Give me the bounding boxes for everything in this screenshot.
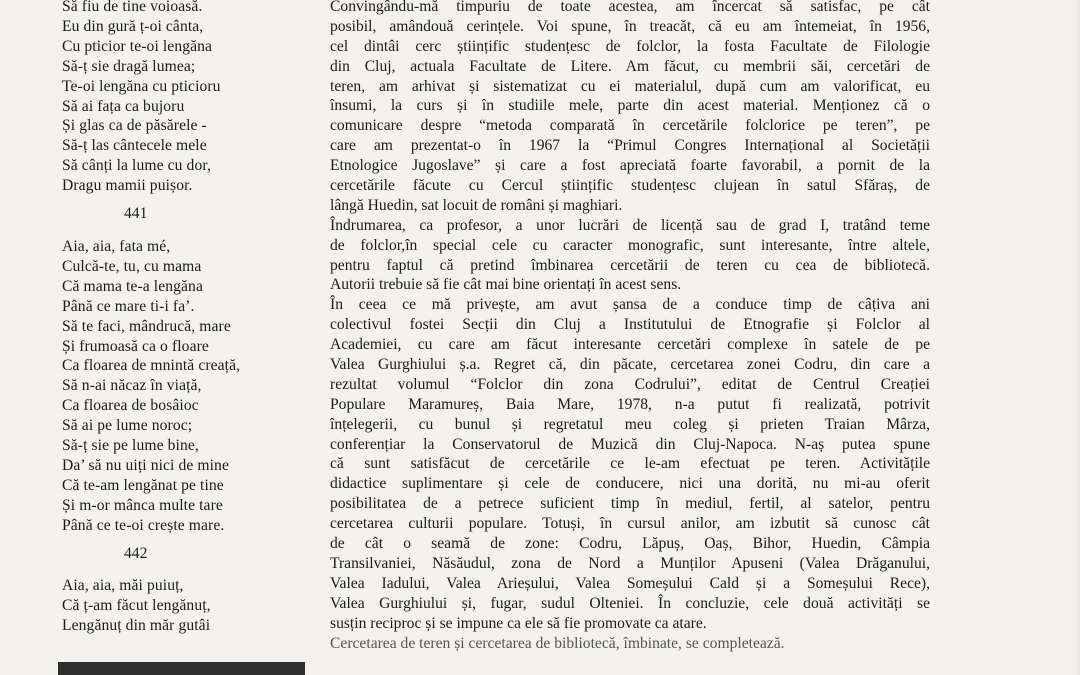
- verse-line: Să te faci, mândrucă, mare: [62, 317, 231, 335]
- prose-column: [330, 0, 930, 653]
- prose-line: Transilvaniei, Năsăudul, zona de Nord a Munților Apuseni (Valea Drăganului,: [330, 554, 930, 572]
- verse-line: Aia, aia, măi puiuț,: [62, 577, 184, 595]
- verse-line: Și m-or mânca multe tare: [62, 496, 223, 514]
- prose-line: didactice suplimentare și cele de conducere, nici una dorită, nu mi-au oferit: [330, 475, 930, 493]
- verse-line: Că ț-am făcut lengănuț,: [62, 597, 211, 615]
- photo-fragment: [58, 662, 305, 675]
- prose-line: Populare Maramureș, Baia Mare, 1978, n-a putut fi realizată, potrivit: [330, 395, 930, 413]
- verse-line: Să fiu de tine voioasă.: [62, 0, 203, 15]
- prose-line: Valea Gurghiului și, fugar, sudul Olteniei. În concluzie, cele două activități se: [330, 594, 930, 612]
- verse-line: Culcă-te, tu, cu mama: [62, 257, 202, 275]
- prose-line: din Cluj, actuala Facultate de Litere. Am făcut, cu membrii săi, cercetări de: [330, 57, 930, 75]
- prose-line: susțin reciproc și se impune ca ele să fie promovate ca atare.: [330, 614, 707, 632]
- verse-line: Că mama te-a lengăna: [62, 277, 203, 295]
- verse-line: Să-ț sie dragă lumea;: [62, 57, 196, 75]
- prose-line: însumi, la curs și în studiile mele, parte din acest material. Menționez că o: [330, 97, 930, 115]
- prose-line: posibilitatea de a petrece suficient timp în mediul, fertil, al satelor, pentru: [330, 495, 930, 513]
- verse-line: Cu pticior te-oi lengăna: [62, 37, 213, 55]
- prose-line: colectivul fostei Secții din Cluj a Institutului de Etnografie și Folclor al: [330, 316, 930, 334]
- verse-line: Până ce te-oi crește mare.: [62, 516, 225, 534]
- verse-line: Lengănuț din măr gutâi: [62, 617, 211, 635]
- verse-line: Și glas ca de păsărele -: [62, 117, 207, 135]
- prose-line: Convingându-mă timpuriu de toate acestea, am încercat să satisfac, pe cât: [330, 0, 930, 15]
- poem-number: 442: [124, 544, 148, 562]
- verse-line: Da’ să nu uiți nici de mine: [62, 456, 229, 474]
- poem-number: 441: [124, 205, 148, 223]
- prose-line: pentru faptul că pretind îmbinarea cercetării de teren cu cea de bibliotecă.: [330, 256, 930, 274]
- poem-442: [62, 576, 312, 636]
- verse-line: Și frumoasă ca o floare: [62, 337, 209, 355]
- verse-line: Să ai fața ca bujoru: [62, 97, 185, 115]
- prose-line: înțelegerii, cu bunul și regretatul meu coleg și prieten Traian Mârza,: [330, 415, 930, 433]
- prose-line: teren, am arhivat și sistematizat cu ei materialul, după cum am valorificat, eu: [330, 77, 930, 95]
- prose-line: de cât o seamă de zone: Codru, Lăpuș, Oaș, Bihor, Huedin, Câmpia: [330, 535, 930, 553]
- prose-line: cercetările făcute cu Cercul științific studențesc clujean în satul Sfăraș, de: [330, 177, 930, 195]
- verse-line: Dragu mamii puișor.: [62, 177, 193, 195]
- prose-line: Cercetarea de teren și cercetarea de bibliotecă, îmbinate, se completează.: [330, 634, 785, 652]
- verse-line: Până ce mare ti-i fa’.: [62, 297, 195, 315]
- prose-line: Academiei, cu care am făcut interesante cercetări complexe în satele de pe: [330, 336, 930, 354]
- verse-line: Să cânți la lume cu dor,: [62, 157, 212, 175]
- prose-line: Autorii trebuie să fie cât mai bine orientați în acest sens.: [330, 276, 682, 294]
- prose-line: că sunt satisfăcut de cercetările ce le-am efectuat pe teren. Activitățile: [330, 455, 930, 473]
- prose-line: Valea Iadului, Valea Arieșului, Valea Someșului Cald și a Someșului Rece),: [330, 574, 930, 592]
- verse-line: Să n-ai năcaz în viață,: [62, 377, 202, 395]
- poem-441: [62, 237, 312, 536]
- prose-line: conferențiar la Conservatorul de Muzică din Cluj-Napoca. N-aș putea spune: [330, 435, 930, 453]
- verse-line: Eu din gură ț-oi cânta,: [62, 17, 204, 35]
- prose-line: cercetarea culturii populare. Totuși, în cursul anilor, am izbutit să cunosc cât: [330, 515, 930, 533]
- prose-line: Etnologice Jugoslave” și care a fost apreciată foarte favorabil, a pornit de la: [330, 157, 930, 175]
- prose-line: comunicare despre “metoda comparată în cercetările folclorice pe teren”, pe: [330, 117, 930, 135]
- prose-line: În ceea ce mă privește, am avut șansa de a conduce timp de câțiva ani: [330, 296, 930, 314]
- poem-column: [62, 0, 312, 636]
- verse-line: Că te-am lengănat pe tine: [62, 476, 224, 494]
- verse-line: Te-oi lengăna cu pticioru: [62, 77, 221, 95]
- verse-line: Ca floarea de mnintă creață,: [62, 357, 241, 375]
- verse-line: Să-ț las cântecele mele: [62, 137, 207, 155]
- prose-line: Îndrumarea, ca profesor, a unor lucrări de licență sau de grad I, tratând teme: [330, 216, 930, 234]
- prose-line: cel dintâi cerc științific studențesc de folclor, la fosta Facultate de Filologie: [330, 37, 930, 55]
- verse-line: Să ai pe lume noroc;: [62, 417, 193, 435]
- prose-line: posibil, amândouă cerințele. Voi spune, în treacăt, că eu am întemeiat, în 1956,: [330, 17, 930, 35]
- prose-line: lângă Huedin, sat locuit de români și maghiari.: [330, 196, 623, 214]
- poem-440-tail: [62, 0, 312, 196]
- prose-line: de folclor,în special cele cu caracter monografic, sunt interesante, între altele,: [330, 236, 930, 254]
- prose-line: Valea Gurghiului ș.a. Regret că, din păcate, cercetarea zonei Codru, din care a: [330, 356, 930, 374]
- verse-line: Ca floarea de bosâioc: [62, 397, 199, 415]
- verse-line: Să-ț sie pe lume bine,: [62, 437, 199, 455]
- prose-line: care am prezentat-o în 1967 la “Primul Congres Internațional al Societății: [330, 137, 930, 155]
- prose-line: rezultat volumul “Folclor din zona Codrului”, editat de Centrul Creației: [330, 375, 930, 393]
- verse-line: Aia, aia, fata mé,: [62, 237, 171, 255]
- scan-edge-shadow: [1074, 0, 1080, 675]
